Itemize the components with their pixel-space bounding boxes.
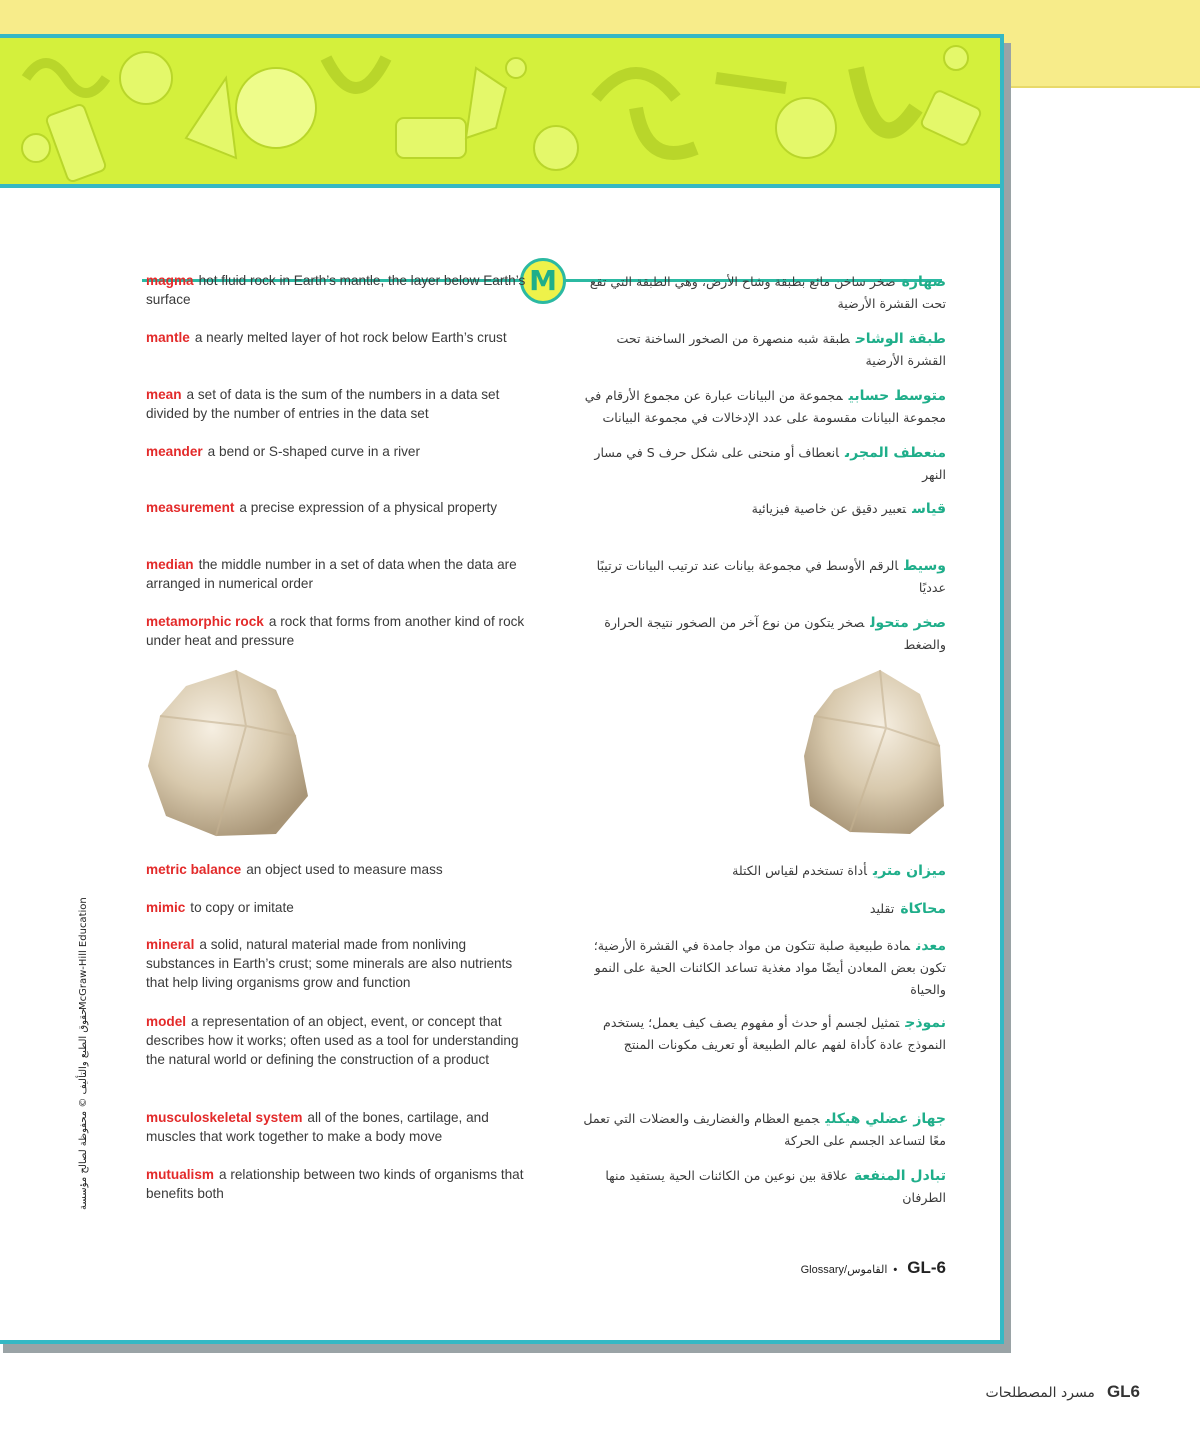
entry-term-english: magma	[146, 273, 194, 288]
glossary-entry	[146, 860, 946, 884]
entry-term-english: median	[146, 557, 194, 572]
footer-arabic: القاموس	[847, 1264, 888, 1276]
glossary-entry	[146, 442, 946, 486]
entry-arabic	[576, 612, 946, 656]
glossary-entry	[146, 612, 946, 652]
entry-english	[146, 1012, 538, 1069]
entry-term-english: mimic	[146, 900, 186, 915]
entry-arabic	[576, 555, 946, 599]
entry-arabic	[576, 935, 946, 1001]
entry-term-arabic: تبادل المنفعة	[853, 1168, 946, 1184]
entry-definition-english: the middle number in a set of data when the data are arranged in numerical order	[146, 557, 517, 591]
spine-english: McGraw-Hill Education	[78, 897, 89, 1010]
entry-definition-arabic: جميع العظام والغضاريف والعضلات التي تعمل معًا لتساعد الجسم على الحركة	[583, 1111, 946, 1148]
entry-english	[146, 935, 538, 992]
entry-definition-arabic: انعطاف أو منحنى على شكل حرف S في مسار النهر	[594, 445, 946, 482]
entry-term-arabic: صخر متحول	[870, 615, 946, 631]
entry-definition-arabic: الرقم الأوسط في مجموعة بيانات عند ترتيب البيانات ترتيبًا عدديًا	[596, 558, 946, 595]
entry-english	[146, 898, 538, 917]
footer-bullet-icon: •	[893, 1264, 898, 1276]
entry-term-english: metamorphic rock	[146, 614, 264, 629]
footer-page-number: GL-6	[907, 1258, 946, 1277]
glossary-entry	[146, 935, 946, 999]
entry-term-english: mutualism	[146, 1167, 214, 1182]
entry-definition-arabic: صخر ساخن مائع بطبقة وشاح الأرض، وهي الطبقة التي تقع تحت القشرة الأرضية	[589, 274, 946, 311]
spine-arabic: حقوق الطبع والتأليف © محفوظة لصالح مؤسسة	[78, 1008, 89, 1210]
entry-definition-english: an object used to measure mass	[246, 862, 443, 877]
entry-english	[146, 385, 538, 423]
decorative-banner	[0, 38, 1000, 188]
entry-english	[146, 1165, 538, 1203]
entry-definition-arabic: مجموعة من البيانات عبارة عن مجموع الأرقام في مجموعة البيانات مقسومة على عدد الإدخالات في مجموعة البيانات	[584, 388, 946, 425]
entry-definition-english: a relationship between two kinds of organisms that benefits both	[146, 1167, 524, 1201]
entry-term-arabic: قياس	[912, 501, 946, 517]
entry-arabic	[576, 1108, 946, 1152]
entry-term-english: musculoskeletal system	[146, 1110, 303, 1125]
entry-term-arabic: معدن	[916, 938, 946, 954]
glossary-entry	[146, 555, 946, 595]
entry-arabic	[576, 860, 946, 882]
section-letter-badge: M	[520, 258, 566, 304]
entry-definition-english: a rock that forms from another kind of rock under heat and pressure	[146, 614, 525, 648]
glossary-entry	[146, 1165, 946, 1209]
entry-term-english: meander	[146, 444, 203, 459]
entry-definition-english: a solid, natural material made from nonliving substances in Earth’s crust; some minerals are also nutrients that help living organisms grow and function	[146, 937, 513, 990]
entry-arabic	[576, 898, 946, 920]
entry-definition-english: a nearly melted layer of hot rock below Earth’s crust	[194, 330, 507, 345]
entry-term-arabic: طبقة الوشاح	[855, 331, 946, 347]
entry-definition-english: a precise expression of a physical property	[239, 500, 498, 515]
footer-outer-page-number: GL6	[1106, 1382, 1140, 1401]
entry-term-arabic: صهارة	[901, 274, 946, 290]
entry-term-arabic: محاكاة	[900, 901, 946, 917]
rock-image-right	[800, 666, 946, 838]
glossary-entry	[146, 385, 946, 425]
entry-arabic	[576, 1012, 946, 1056]
entry-term-english: metric balance	[146, 862, 242, 877]
entry-definition-english: to copy or imitate	[190, 900, 294, 915]
entry-term-english: mantle	[146, 330, 190, 345]
entry-english	[146, 860, 538, 879]
entry-arabic	[576, 271, 946, 315]
entry-definition-arabic: طبقة شبه منصهرة من الصخور الساخنة تحت القشرة الأرضية	[616, 331, 946, 368]
entry-term-english: model	[146, 1014, 187, 1029]
entry-definition-arabic: مادة طبيعية صلبة تتكون من مواد جامدة في القشرة الأرضية؛ تكون بعض المعادن أيضًا مواد مغذية تساعد الكائنات الحية على النمو والحياة	[593, 938, 946, 997]
banner-shapes-icon	[0, 38, 1000, 184]
entry-arabic	[576, 385, 946, 429]
entry-english	[146, 612, 538, 650]
copyright-spine	[78, 897, 89, 1210]
entry-definition-arabic: صخر يتكون من نوع آخر من الصخور نتيجة الحرارة والضغط	[604, 615, 946, 652]
entry-arabic	[576, 498, 946, 520]
entry-term-arabic: وسيط	[904, 558, 946, 574]
entry-english	[146, 555, 538, 593]
page-footer-outer	[986, 1382, 1140, 1402]
glossary-entry	[146, 328, 946, 368]
entry-english	[146, 498, 538, 517]
rock-image-left	[146, 666, 310, 838]
glossary-entry	[146, 1012, 946, 1092]
entry-arabic	[576, 1165, 946, 1209]
glossary-entry	[146, 498, 946, 538]
entry-term-english: mean	[146, 387, 182, 402]
footer-glossary: Glossary/	[800, 1264, 848, 1276]
entry-english	[146, 442, 538, 461]
entry-term-arabic: ميزان متري	[872, 863, 946, 879]
entry-definition-arabic: تعبير دقيق عن خاصية فيزيائية	[751, 501, 907, 516]
entry-arabic	[576, 328, 946, 372]
entry-definition-english: all of the bones, cartilage, and muscles that work together to make a body move	[146, 1110, 489, 1144]
glossary-entry	[146, 1108, 946, 1152]
entry-definition-english: a set of data is the sum of the numbers in a data set divided by the number of entries in the data set	[146, 387, 500, 421]
entry-definition-arabic: أداة تستخدم لقياس الكتلة	[732, 863, 867, 878]
entry-definition-arabic: علاقة بين نوعين من الكائنات الحية يستفيد منها الطرفان	[605, 1168, 946, 1205]
glossary-entry	[146, 271, 946, 311]
entry-term-arabic: جهاز عضلي هيكلي	[825, 1111, 946, 1127]
entry-term-english: mineral	[146, 937, 195, 952]
entry-english	[146, 1108, 538, 1146]
entry-english	[146, 271, 538, 309]
entry-definition-arabic: تقليد	[869, 901, 895, 916]
entry-term-arabic: نموذج	[905, 1015, 946, 1031]
entry-definition-english: a bend or S-shaped curve in a river	[207, 444, 421, 459]
entry-definition-english: hot fluid rock in Earth’s mantle, the layer below Earth’s surface	[146, 273, 526, 307]
entry-arabic	[576, 442, 946, 486]
entry-term-arabic: متوسط حسابي	[848, 388, 946, 404]
page-footer-inner	[801, 1258, 946, 1278]
entry-term-english: measurement	[146, 500, 235, 515]
entry-english	[146, 328, 538, 347]
entry-definition-english: a representation of an object, event, or concept that describes how it works; often used as a tool for understanding the natural world or defining the construction of a product	[146, 1014, 519, 1067]
footer-outer-arabic: مسرد المصطلحات	[985, 1385, 1095, 1401]
entry-term-arabic: منعطف المجرى	[845, 445, 946, 461]
glossary-entry	[146, 898, 946, 922]
entry-definition-arabic: تمثيل لجسم أو حدث أو مفهوم يصف كيف يعمل؛ يستخدم النموذج عادة كأداة لفهم عالم الطبيعة أو تعريف مكونات المنتج	[603, 1015, 946, 1052]
